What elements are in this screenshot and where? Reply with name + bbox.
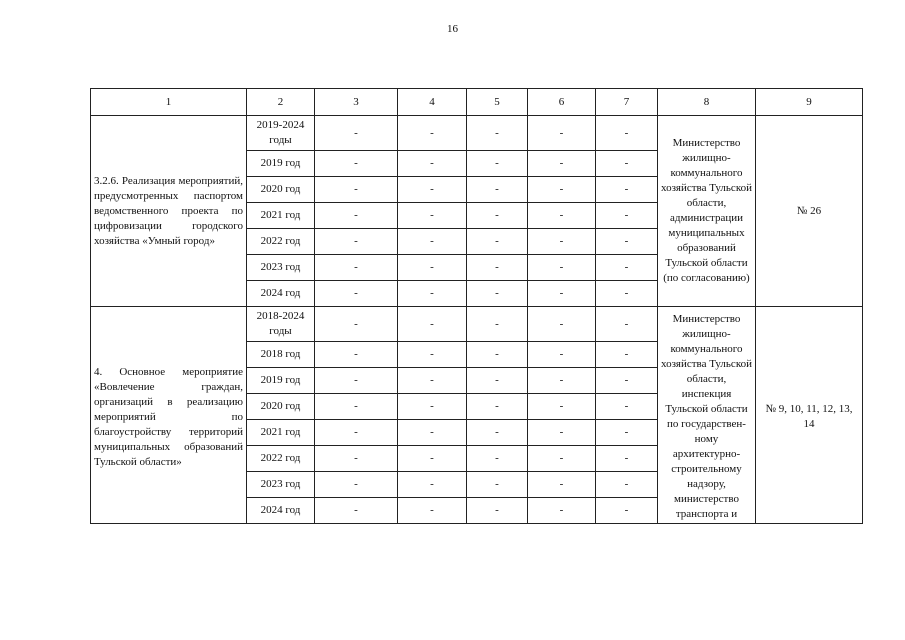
value-cell: - (315, 307, 398, 342)
table-body (91, 116, 863, 524)
value-cell: - (315, 446, 398, 472)
value-cell: - (467, 281, 528, 307)
period-cell: 2018 год (247, 342, 315, 368)
value-cell: - (398, 307, 467, 342)
value-cell: - (315, 342, 398, 368)
value-cell: - (528, 342, 596, 368)
period-cell: 2022 год (247, 446, 315, 472)
period-cell: 2021 год (247, 203, 315, 229)
value-cell: - (315, 420, 398, 446)
value-cell: - (398, 177, 467, 203)
value-cell: - (467, 177, 528, 203)
period-cell: 2020 год (247, 177, 315, 203)
page-number: 16 (447, 23, 458, 35)
value-cell: - (398, 446, 467, 472)
indicator-reference: № 26 (756, 116, 863, 307)
col-header-2: 2 (247, 89, 315, 116)
value-cell: - (596, 446, 658, 472)
value-cell: - (528, 151, 596, 177)
value-cell: - (467, 307, 528, 342)
value-cell: - (596, 116, 658, 151)
value-cell: - (315, 368, 398, 394)
responsible-executor: Министерство жилищно-коммунального хозяйства Тульской области, инспекция Тульской области по государствен-ному архитектурно-строительному надзору, министерство транспорта и (658, 307, 756, 524)
value-cell: - (596, 255, 658, 281)
value-cell: - (315, 116, 398, 151)
value-cell: - (398, 342, 467, 368)
table-row (91, 116, 863, 151)
value-cell: - (398, 472, 467, 498)
period-cell: 2023 год (247, 472, 315, 498)
value-cell: - (528, 368, 596, 394)
value-cell: - (528, 420, 596, 446)
value-cell: - (467, 203, 528, 229)
value-cell: - (467, 229, 528, 255)
value-cell: - (596, 498, 658, 524)
value-cell: - (315, 498, 398, 524)
value-cell: - (596, 420, 658, 446)
value-cell: - (398, 394, 467, 420)
value-cell: - (398, 255, 467, 281)
value-cell: - (315, 177, 398, 203)
program-table (90, 88, 863, 524)
value-cell: - (467, 255, 528, 281)
value-cell: - (467, 472, 528, 498)
col-header-1: 1 (91, 89, 247, 116)
value-cell: - (467, 498, 528, 524)
value-cell: - (398, 281, 467, 307)
value-cell: - (398, 229, 467, 255)
value-cell: - (528, 255, 596, 281)
col-header-9: 9 (756, 89, 863, 116)
value-cell: - (315, 151, 398, 177)
period-cell: 2020 год (247, 394, 315, 420)
col-header-7: 7 (596, 89, 658, 116)
header-row (91, 89, 863, 116)
value-cell: - (467, 368, 528, 394)
value-cell: - (528, 472, 596, 498)
value-cell: - (596, 177, 658, 203)
value-cell: - (315, 203, 398, 229)
value-cell: - (596, 394, 658, 420)
value-cell: - (398, 420, 467, 446)
period-cell: 2022 год (247, 229, 315, 255)
value-cell: - (467, 420, 528, 446)
value-cell: - (528, 116, 596, 151)
value-cell: - (528, 498, 596, 524)
value-cell: - (528, 177, 596, 203)
activity-description: 3.2.6. Реализация мероприятий, предусмотренных паспортом ведомственного проекта по цифровизации городского хозяйства «Умный город» (91, 116, 247, 307)
value-cell: - (467, 116, 528, 151)
value-cell: - (528, 394, 596, 420)
value-cell: - (315, 255, 398, 281)
period-cell: 2021 год (247, 420, 315, 446)
value-cell: - (398, 203, 467, 229)
period-cell: 2019 год (247, 368, 315, 394)
col-header-8: 8 (658, 89, 756, 116)
value-cell: - (528, 203, 596, 229)
period-cell: 2018-2024 годы (247, 307, 315, 342)
col-header-5: 5 (467, 89, 528, 116)
value-cell: - (467, 394, 528, 420)
col-header-4: 4 (398, 89, 467, 116)
value-cell: - (467, 342, 528, 368)
value-cell: - (315, 281, 398, 307)
period-cell: 2024 год (247, 281, 315, 307)
col-header-6: 6 (528, 89, 596, 116)
value-cell: - (528, 446, 596, 472)
period-cell: 2019-2024 годы (247, 116, 315, 151)
responsible-executor: Министерство жилищно-коммунального хозяйства Тульской области, администрации муниципальных образований Тульской области (по согласованию) (658, 116, 756, 307)
value-cell: - (596, 203, 658, 229)
value-cell: - (528, 229, 596, 255)
period-cell: 2023 год (247, 255, 315, 281)
value-cell: - (596, 472, 658, 498)
value-cell: - (596, 307, 658, 342)
activity-description: 4. Основное мероприятие «Вовлечение граждан, организаций в реализацию мероприятий по благоустройству территорий муниципальных образований Тульской области» (91, 307, 247, 524)
period-cell: 2019 год (247, 151, 315, 177)
value-cell: - (596, 368, 658, 394)
value-cell: - (528, 281, 596, 307)
value-cell: - (315, 472, 398, 498)
value-cell: - (528, 307, 596, 342)
value-cell: - (596, 281, 658, 307)
value-cell: - (315, 229, 398, 255)
value-cell: - (467, 151, 528, 177)
value-cell: - (596, 342, 658, 368)
col-header-3: 3 (315, 89, 398, 116)
value-cell: - (398, 116, 467, 151)
table-row (91, 307, 863, 342)
value-cell: - (398, 151, 467, 177)
value-cell: - (398, 368, 467, 394)
value-cell: - (596, 229, 658, 255)
period-cell: 2024 год (247, 498, 315, 524)
value-cell: - (315, 394, 398, 420)
indicator-reference: № 9, 10, 11, 12, 13, 14 (756, 307, 863, 524)
value-cell: - (398, 498, 467, 524)
value-cell: - (596, 151, 658, 177)
value-cell: - (467, 446, 528, 472)
